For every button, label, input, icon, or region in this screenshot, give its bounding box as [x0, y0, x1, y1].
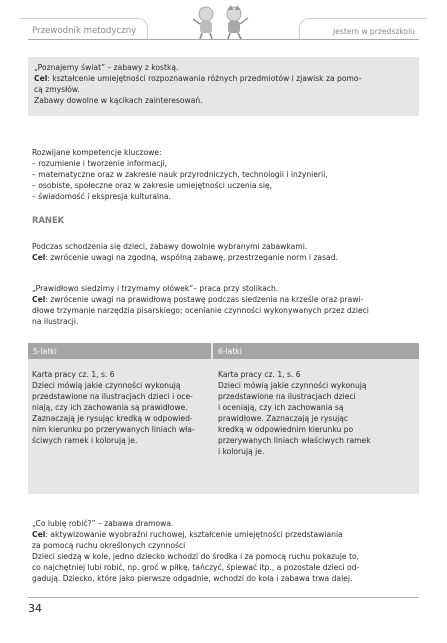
posture-goal: [32, 294, 418, 305]
card-title: Karta pracy cz. 1, s. 6: [32, 370, 115, 379]
drama-block: [32, 518, 417, 584]
cell-line: Zaznaczają je rysując kredką w odpowied-: [32, 414, 193, 423]
section-heading: RANEK: [32, 215, 65, 225]
competence-item: – osobiste, społeczne oraz w zakresie umiejętności uczenia się,: [32, 181, 273, 190]
goal-text: : aktywizowanie wyobraźni ruchowej, kształcenie umiejętności przedstawiania: [45, 530, 343, 539]
arrival-block: [32, 241, 417, 263]
competence-item: – matematyczne oraz w zakresie nauk przyrodniczych, technologii i inżynierii,: [32, 170, 328, 179]
header-right-title: Jestem w przedszkolu: [332, 27, 415, 36]
goal-label: Cel: [32, 295, 46, 304]
arrival-title: Podczas schodzenia się dzieci, zabawy dowolnie wybranymi zabawkami.: [32, 242, 308, 251]
goal-text: : zwrócenie uwagi na prawidłową postawę podczas siedzenia na krześle oraz prawi-: [45, 295, 364, 304]
posture-block: [32, 283, 418, 327]
cell-line: i oceniają, czy ich zachowania są: [218, 403, 344, 412]
drama-goal-line: za pomocą ruchu określonych czynności: [32, 541, 186, 550]
header-left-title: Przewodnik metodyczny: [32, 26, 137, 36]
competence-item: – rozumienie i tworzenie informacji,: [32, 159, 168, 168]
goal-text: : zwrócenie uwagi na zgodną, wspólną zabawę, przestrzeganie norm i zasad.: [45, 253, 338, 262]
cell-line: nim kierunku po przerywanych liniach wła-: [32, 425, 195, 434]
drama-title: „Co lubię robić?” – zabawa dramowa.: [32, 519, 174, 528]
goal-label: Cel: [32, 253, 46, 262]
table-header-5-year-olds: 5-latki: [28, 343, 211, 359]
arrival-goal: [32, 252, 417, 263]
drama-body-line: co najchętniej lubi robić, np. groć w piłkę, tańczyć, śpiewać itp., a pozostałe dzieci od-: [32, 563, 360, 572]
age-group-table: [28, 343, 419, 494]
table-cell-5-year-olds: [32, 369, 209, 446]
posture-goal-line: na ilustracji.: [32, 317, 79, 326]
table-cell-6-year-olds: [218, 369, 414, 457]
cell-line: przedstawione na ilustracjach dzieci i oce-: [32, 392, 193, 401]
goal-text: : kształcenie umiejętności rozpoznawania różnych przedmiotów i zjawisk za pomo-: [47, 74, 362, 83]
intro-title: „Poznajemy świat” – zabawy z kostką.: [34, 63, 179, 72]
cell-line: Dzieci mówią jakie czynności wykonują: [32, 381, 181, 390]
cell-line: przerywanych liniach właściwych ramek: [218, 436, 371, 445]
goal-label: Cel: [32, 530, 46, 539]
intro-goal: [34, 73, 413, 84]
intro-goal-cont: cą zmysłów.: [34, 85, 80, 94]
table-header-6-year-olds: 6-latki: [213, 343, 419, 359]
page-header: [0, 0, 447, 42]
drama-body-line: Dzieci siedzą w kole, jedno dziecko wchodzi do środka i za pomocą ruchu pokazuje to,: [32, 552, 360, 561]
posture-goal-line: dłowe trzymanie narzędzia pisarskiego; ocenianie czynności wykonywanych przez dzieci: [32, 306, 369, 315]
goal-label: Cel: [34, 74, 48, 83]
footer-divider: [28, 597, 419, 598]
cell-line: i kolorują je.: [218, 447, 265, 456]
posture-title: „Prawidłowo siedzimy i trzymamy ołówek”– praca przy stolikach.: [32, 284, 279, 293]
cell-line: prawidłowe. Zaznaczają je rysując: [218, 414, 349, 423]
header-divider: [28, 39, 419, 40]
intro-box: [28, 57, 419, 116]
cell-line: Dzieci mówią jakie czynności wykonują: [218, 381, 367, 390]
cell-line: kredką w odpowiednim kierunku po: [218, 425, 354, 434]
drama-body-line: gadują. Dziecko, które jako pierwsze odgadnie, wchodzi do koła i zabawa trwa dalej.: [32, 574, 353, 583]
page-number: 34: [28, 602, 42, 615]
cell-line: przedstawione na ilustracjach dzieci: [218, 392, 356, 401]
mascot-illustration: [188, 4, 254, 40]
competence-item: – świadomość i ekspresja kulturalna.: [32, 192, 171, 201]
card-title: Karta pracy cz. 1, s. 6: [218, 370, 301, 379]
drama-goal: [32, 529, 417, 540]
competences-title: Rozwijane kompetencje kluczowe:: [32, 148, 162, 157]
intro-free-play: Zabawy dowolne w kącikach zainteresowań.: [34, 96, 203, 105]
competences-block: [32, 147, 417, 202]
cell-line: ściwych ramek i kolorują je.: [32, 436, 138, 445]
cell-line: niają, czy ich zachowania są prawidłowe.: [32, 403, 188, 412]
